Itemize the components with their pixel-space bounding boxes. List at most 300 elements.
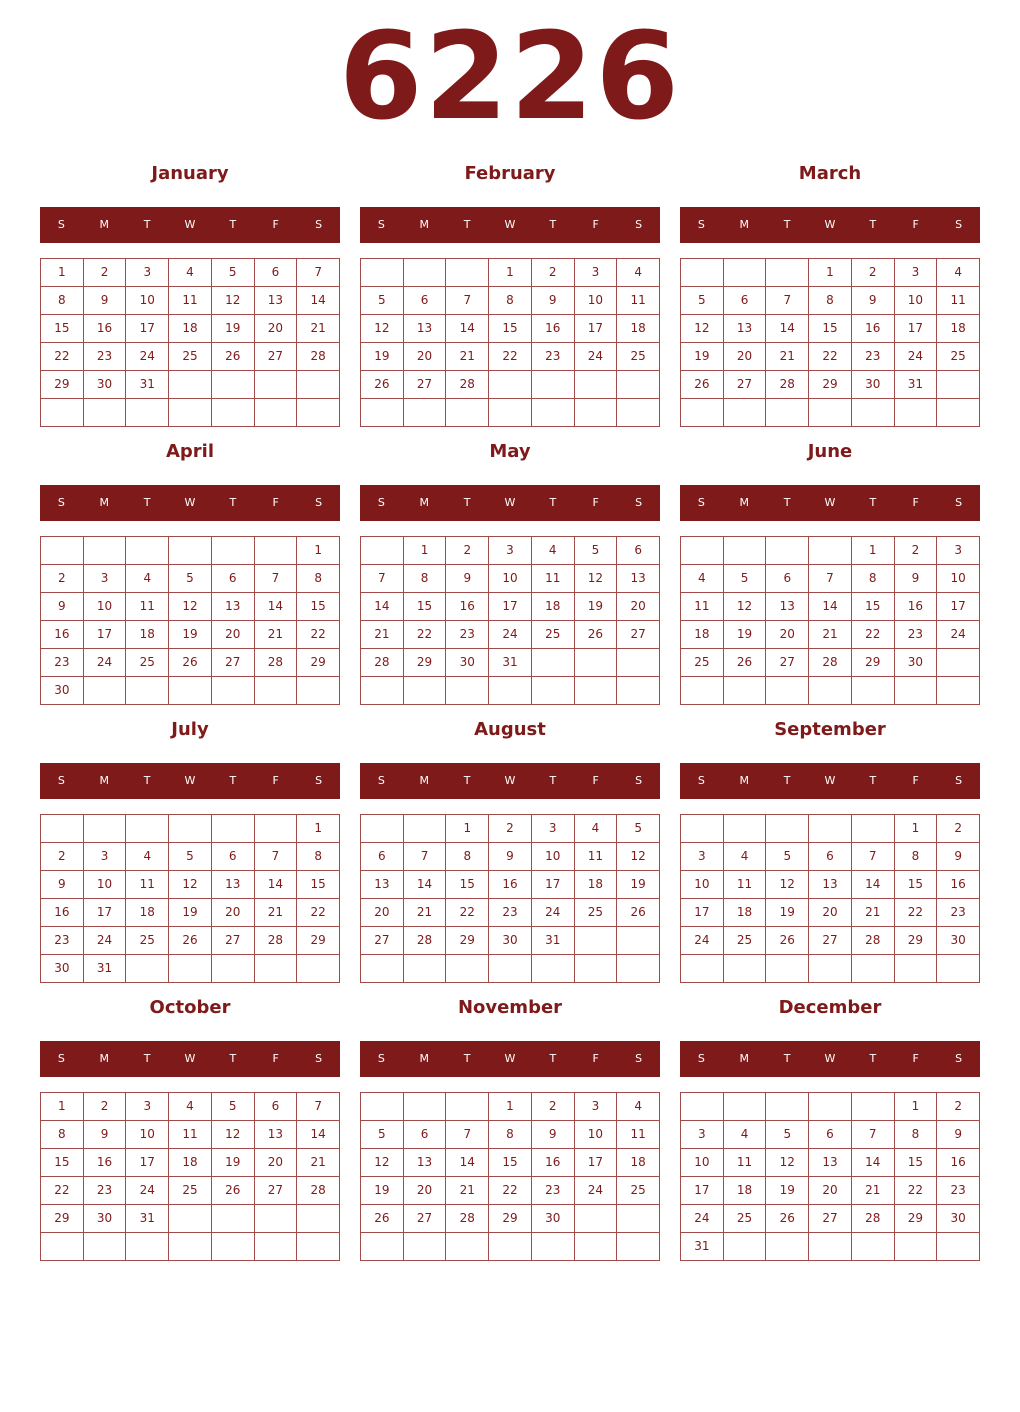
day-cell: 31 — [126, 371, 169, 399]
day-cell: 16 — [532, 1149, 575, 1177]
weekday-header — [40, 763, 340, 799]
empty-day-cell — [126, 815, 169, 843]
day-cell: 28 — [852, 927, 895, 955]
empty-day-cell — [489, 677, 532, 705]
day-cell: 16 — [41, 621, 84, 649]
day-cell: 23 — [446, 621, 489, 649]
day-cell: 27 — [255, 1177, 298, 1205]
day-cell: 19 — [361, 343, 404, 371]
weekday-header — [360, 485, 660, 521]
day-cell: 12 — [169, 871, 212, 899]
day-cell: 21 — [852, 1177, 895, 1205]
day-cell: 7 — [852, 1121, 895, 1149]
day-cell: 9 — [852, 287, 895, 315]
day-cell: 27 — [212, 649, 255, 677]
weekday-label: S — [377, 1052, 385, 1065]
day-cell: 19 — [169, 621, 212, 649]
day-cell: 23 — [937, 899, 980, 927]
day-cell: 24 — [575, 343, 618, 371]
empty-day-cell — [575, 677, 618, 705]
empty-day-cell — [255, 399, 298, 427]
day-cell: 15 — [489, 1149, 532, 1177]
weekday-label: T — [549, 496, 557, 509]
day-cell: 9 — [84, 1121, 127, 1149]
day-cell: 30 — [852, 371, 895, 399]
empty-day-cell — [404, 1233, 447, 1261]
day-cell: 28 — [809, 649, 852, 677]
weekday-label: S — [315, 774, 323, 787]
day-cell: 12 — [169, 593, 212, 621]
empty-day-cell — [126, 955, 169, 983]
day-cell: 2 — [41, 843, 84, 871]
day-cell: 20 — [404, 343, 447, 371]
day-cell: 4 — [126, 565, 169, 593]
empty-day-cell — [126, 399, 169, 427]
empty-day-cell — [84, 677, 127, 705]
day-cell: 11 — [169, 1121, 212, 1149]
day-cell: 2 — [852, 259, 895, 287]
empty-day-cell — [41, 815, 84, 843]
empty-day-cell — [84, 815, 127, 843]
day-cell: 20 — [361, 899, 404, 927]
day-cell: 9 — [41, 593, 84, 621]
day-cell: 11 — [532, 565, 575, 593]
day-cell: 1 — [446, 815, 489, 843]
empty-day-cell — [404, 677, 447, 705]
day-cell: 2 — [532, 1093, 575, 1121]
weekday-label: W — [824, 496, 836, 509]
day-cell: 21 — [404, 899, 447, 927]
weekday-label: T — [229, 1052, 237, 1065]
day-cell: 16 — [895, 593, 938, 621]
day-cell: 3 — [681, 843, 724, 871]
day-cell: 30 — [41, 677, 84, 705]
day-cell: 20 — [809, 1177, 852, 1205]
day-cell: 28 — [297, 1177, 340, 1205]
empty-day-cell — [724, 259, 767, 287]
day-cell: 1 — [809, 259, 852, 287]
day-cell: 15 — [895, 1149, 938, 1177]
day-cell: 8 — [41, 1121, 84, 1149]
day-cell: 14 — [766, 315, 809, 343]
day-cell: 6 — [404, 1121, 447, 1149]
day-cell: 25 — [617, 1177, 660, 1205]
weekday-label: W — [504, 218, 516, 231]
day-cell: 18 — [617, 315, 660, 343]
day-cell: 12 — [212, 287, 255, 315]
day-cell: 14 — [297, 1121, 340, 1149]
day-cell: 8 — [297, 565, 340, 593]
day-cell: 30 — [84, 1205, 127, 1233]
empty-day-cell — [766, 399, 809, 427]
day-cell: 9 — [84, 287, 127, 315]
empty-day-cell — [724, 537, 767, 565]
weekday-label: S — [635, 774, 643, 787]
weekday-label: T — [463, 1052, 471, 1065]
day-cell: 17 — [84, 899, 127, 927]
empty-day-cell — [126, 677, 169, 705]
day-cell: 13 — [809, 871, 852, 899]
weekday-label: T — [229, 774, 237, 787]
day-cell: 22 — [404, 621, 447, 649]
empty-day-cell — [852, 1233, 895, 1261]
empty-day-cell — [895, 955, 938, 983]
empty-day-cell — [169, 1233, 212, 1261]
day-cell: 9 — [489, 843, 532, 871]
month-may — [360, 434, 660, 712]
day-cell: 16 — [937, 1149, 980, 1177]
day-cell: 22 — [895, 899, 938, 927]
day-cell: 25 — [169, 1177, 212, 1205]
weekday-label: S — [315, 218, 323, 231]
day-cell: 1 — [41, 259, 84, 287]
day-cell: 26 — [169, 649, 212, 677]
day-cell: 21 — [446, 1177, 489, 1205]
weekday-label: S — [697, 1052, 705, 1065]
day-cell: 13 — [724, 315, 767, 343]
day-cell: 22 — [809, 343, 852, 371]
empty-day-cell — [575, 1233, 618, 1261]
day-cell: 2 — [41, 565, 84, 593]
day-cell: 5 — [575, 537, 618, 565]
day-cell: 12 — [212, 1121, 255, 1149]
day-cell: 5 — [212, 259, 255, 287]
empty-day-cell — [255, 537, 298, 565]
weekday-label: W — [184, 496, 196, 509]
weekday-label: W — [184, 1052, 196, 1065]
empty-day-cell — [404, 1093, 447, 1121]
empty-day-cell — [41, 537, 84, 565]
day-cell: 1 — [852, 537, 895, 565]
empty-day-cell — [575, 649, 618, 677]
empty-day-cell — [724, 1093, 767, 1121]
day-cell: 25 — [126, 649, 169, 677]
empty-day-cell — [255, 1233, 298, 1261]
day-cell: 13 — [404, 1149, 447, 1177]
day-cell: 6 — [361, 843, 404, 871]
day-cell: 8 — [895, 843, 938, 871]
empty-day-cell — [489, 955, 532, 983]
weekday-label: T — [783, 218, 791, 231]
empty-day-cell — [404, 955, 447, 983]
day-cell: 25 — [169, 343, 212, 371]
day-cell: 5 — [617, 815, 660, 843]
empty-day-cell — [617, 927, 660, 955]
empty-day-cell — [809, 399, 852, 427]
day-grid — [40, 258, 340, 427]
day-cell: 22 — [297, 621, 340, 649]
weekday-label: T — [463, 774, 471, 787]
empty-day-cell — [446, 1093, 489, 1121]
day-cell: 16 — [446, 593, 489, 621]
empty-day-cell — [361, 537, 404, 565]
day-cell: 7 — [404, 843, 447, 871]
day-cell: 1 — [489, 259, 532, 287]
day-cell: 21 — [766, 343, 809, 371]
month-name: August — [474, 719, 546, 740]
day-cell: 8 — [852, 565, 895, 593]
day-cell: 16 — [84, 1149, 127, 1177]
empty-day-cell — [852, 955, 895, 983]
day-cell: 22 — [852, 621, 895, 649]
day-cell: 13 — [617, 565, 660, 593]
month-september — [680, 712, 980, 990]
empty-day-cell — [297, 399, 340, 427]
day-cell: 17 — [937, 593, 980, 621]
day-cell: 24 — [126, 343, 169, 371]
month-october — [40, 990, 340, 1268]
empty-day-cell — [617, 1205, 660, 1233]
empty-day-cell — [575, 955, 618, 983]
day-cell: 6 — [255, 1093, 298, 1121]
month-august — [360, 712, 660, 990]
weekday-label: T — [783, 496, 791, 509]
empty-day-cell — [617, 371, 660, 399]
day-cell: 2 — [84, 1093, 127, 1121]
day-cell: 28 — [852, 1205, 895, 1233]
day-cell: 10 — [489, 565, 532, 593]
day-cell: 4 — [169, 259, 212, 287]
day-cell: 9 — [532, 1121, 575, 1149]
weekday-label: F — [912, 496, 919, 509]
day-cell: 15 — [446, 871, 489, 899]
empty-day-cell — [212, 371, 255, 399]
empty-day-cell — [84, 399, 127, 427]
empty-day-cell — [895, 399, 938, 427]
weekday-label: W — [824, 774, 836, 787]
weekday-label: S — [315, 1052, 323, 1065]
day-cell: 19 — [212, 1149, 255, 1177]
empty-day-cell — [126, 1233, 169, 1261]
day-cell: 31 — [532, 927, 575, 955]
day-cell: 2 — [532, 259, 575, 287]
weekday-label: S — [57, 496, 65, 509]
weekday-label: W — [504, 496, 516, 509]
weekday-label: M — [739, 218, 750, 231]
day-cell: 22 — [895, 1177, 938, 1205]
month-name: March — [798, 163, 862, 184]
weekday-label: F — [592, 218, 599, 231]
day-cell: 3 — [575, 1093, 618, 1121]
day-cell: 10 — [681, 1149, 724, 1177]
day-cell: 8 — [895, 1121, 938, 1149]
day-cell: 21 — [809, 621, 852, 649]
day-cell: 6 — [212, 843, 255, 871]
day-cell: 24 — [681, 927, 724, 955]
day-cell: 26 — [361, 1205, 404, 1233]
day-cell: 10 — [681, 871, 724, 899]
day-cell: 30 — [937, 927, 980, 955]
weekday-label: F — [912, 1052, 919, 1065]
weekday-label: M — [99, 496, 110, 509]
day-cell: 29 — [446, 927, 489, 955]
day-cell: 12 — [361, 1149, 404, 1177]
empty-day-cell — [852, 1093, 895, 1121]
day-cell: 25 — [575, 899, 618, 927]
day-cell: 20 — [212, 621, 255, 649]
day-cell: 2 — [895, 537, 938, 565]
day-cell: 9 — [937, 843, 980, 871]
day-cell: 23 — [852, 343, 895, 371]
weekday-label: T — [869, 774, 877, 787]
month-february — [360, 156, 660, 434]
day-cell: 26 — [724, 649, 767, 677]
day-cell: 12 — [575, 565, 618, 593]
weekday-label: T — [549, 1052, 557, 1065]
empty-day-cell — [937, 677, 980, 705]
day-cell: 28 — [297, 343, 340, 371]
day-grid — [680, 814, 980, 983]
day-cell: 30 — [41, 955, 84, 983]
day-cell: 1 — [297, 815, 340, 843]
day-cell: 26 — [212, 343, 255, 371]
weekday-label: M — [419, 496, 430, 509]
day-cell: 13 — [404, 315, 447, 343]
weekday-label: M — [419, 1052, 430, 1065]
day-cell: 5 — [169, 565, 212, 593]
weekday-label: F — [592, 496, 599, 509]
day-cell: 19 — [724, 621, 767, 649]
day-cell: 18 — [575, 871, 618, 899]
empty-day-cell — [169, 371, 212, 399]
empty-day-cell — [126, 537, 169, 565]
empty-day-cell — [724, 955, 767, 983]
day-cell: 19 — [766, 1177, 809, 1205]
day-cell: 19 — [575, 593, 618, 621]
day-cell: 14 — [852, 871, 895, 899]
empty-day-cell — [575, 927, 618, 955]
day-cell: 26 — [681, 371, 724, 399]
empty-day-cell — [361, 259, 404, 287]
day-cell: 5 — [766, 843, 809, 871]
empty-day-cell — [84, 537, 127, 565]
empty-day-cell — [404, 815, 447, 843]
day-cell: 4 — [617, 259, 660, 287]
day-cell: 28 — [404, 927, 447, 955]
day-cell: 27 — [255, 343, 298, 371]
empty-day-cell — [361, 677, 404, 705]
day-cell: 21 — [297, 1149, 340, 1177]
day-cell: 8 — [41, 287, 84, 315]
empty-day-cell — [937, 649, 980, 677]
day-cell: 31 — [489, 649, 532, 677]
month-name: July — [171, 719, 209, 740]
day-cell: 29 — [489, 1205, 532, 1233]
day-cell: 22 — [41, 1177, 84, 1205]
day-cell: 23 — [895, 621, 938, 649]
day-cell: 11 — [126, 871, 169, 899]
empty-day-cell — [489, 371, 532, 399]
empty-day-cell — [255, 955, 298, 983]
day-cell: 11 — [575, 843, 618, 871]
day-cell: 19 — [169, 899, 212, 927]
day-cell: 14 — [255, 871, 298, 899]
empty-day-cell — [532, 1233, 575, 1261]
empty-day-cell — [361, 1093, 404, 1121]
empty-day-cell — [809, 955, 852, 983]
day-cell: 15 — [489, 315, 532, 343]
weekday-label: S — [697, 218, 705, 231]
day-cell: 14 — [809, 593, 852, 621]
weekday-label: S — [377, 218, 385, 231]
day-cell: 20 — [617, 593, 660, 621]
day-cell: 11 — [617, 1121, 660, 1149]
day-cell: 30 — [489, 927, 532, 955]
day-cell: 14 — [446, 1149, 489, 1177]
empty-day-cell — [575, 371, 618, 399]
day-cell: 6 — [766, 565, 809, 593]
empty-day-cell — [617, 649, 660, 677]
day-cell: 12 — [766, 871, 809, 899]
day-cell: 29 — [297, 649, 340, 677]
day-cell: 25 — [532, 621, 575, 649]
day-cell: 21 — [255, 621, 298, 649]
day-cell: 28 — [255, 927, 298, 955]
empty-day-cell — [297, 677, 340, 705]
day-cell: 21 — [852, 899, 895, 927]
day-cell: 2 — [446, 537, 489, 565]
day-cell: 23 — [532, 343, 575, 371]
day-cell: 15 — [895, 871, 938, 899]
day-cell: 28 — [255, 649, 298, 677]
day-cell: 13 — [361, 871, 404, 899]
day-cell: 3 — [126, 259, 169, 287]
day-cell: 3 — [126, 1093, 169, 1121]
day-cell: 5 — [361, 1121, 404, 1149]
day-cell: 5 — [724, 565, 767, 593]
day-cell: 13 — [809, 1149, 852, 1177]
empty-day-cell — [169, 399, 212, 427]
day-cell: 4 — [724, 843, 767, 871]
empty-day-cell — [809, 677, 852, 705]
day-cell: 7 — [297, 1093, 340, 1121]
day-cell: 17 — [532, 871, 575, 899]
weekday-header — [40, 207, 340, 243]
day-cell: 6 — [724, 287, 767, 315]
weekday-label: M — [419, 774, 430, 787]
day-cell: 7 — [446, 1121, 489, 1149]
empty-day-cell — [617, 1233, 660, 1261]
day-cell: 4 — [617, 1093, 660, 1121]
day-cell: 13 — [766, 593, 809, 621]
empty-day-cell — [766, 677, 809, 705]
empty-day-cell — [41, 1233, 84, 1261]
day-cell: 10 — [575, 287, 618, 315]
day-cell: 24 — [126, 1177, 169, 1205]
day-cell: 12 — [361, 315, 404, 343]
day-cell: 25 — [724, 927, 767, 955]
day-cell: 16 — [84, 315, 127, 343]
day-cell: 3 — [84, 565, 127, 593]
empty-day-cell — [937, 399, 980, 427]
day-cell: 11 — [724, 1149, 767, 1177]
weekday-label: S — [955, 774, 963, 787]
day-cell: 27 — [766, 649, 809, 677]
day-cell: 17 — [489, 593, 532, 621]
month-name: October — [149, 997, 231, 1018]
weekday-label: W — [504, 1052, 516, 1065]
day-cell: 17 — [681, 899, 724, 927]
weekday-label: S — [697, 774, 705, 787]
day-cell: 11 — [126, 593, 169, 621]
day-cell: 8 — [404, 565, 447, 593]
day-cell: 24 — [937, 621, 980, 649]
weekday-label: S — [955, 218, 963, 231]
day-cell: 29 — [297, 927, 340, 955]
day-cell: 4 — [681, 565, 724, 593]
weekday-label: S — [635, 496, 643, 509]
day-cell: 1 — [404, 537, 447, 565]
